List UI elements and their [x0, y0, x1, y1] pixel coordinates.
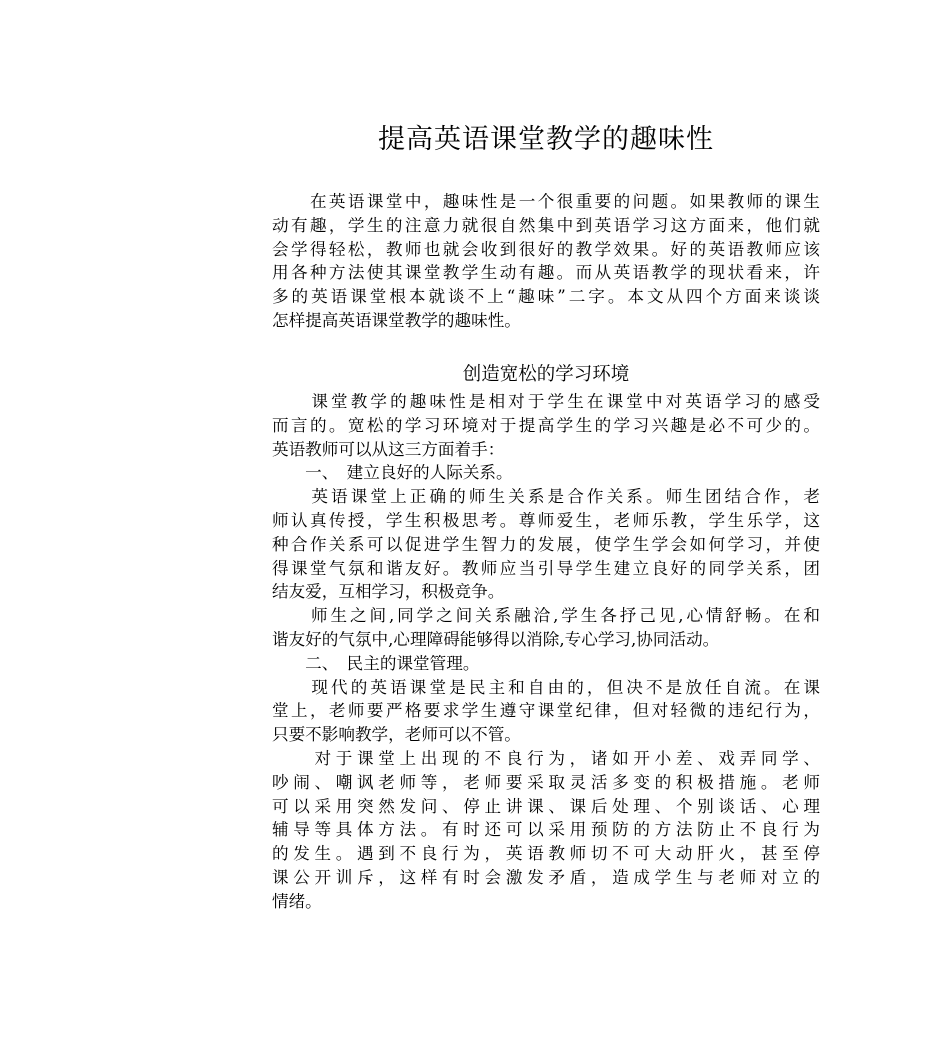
text-line: 课堂教学的趣味性是相对于学生在课堂中对英语学习的感受 [272, 392, 820, 411]
text-line: 得课堂气氛和谐友好。教师应当引导学生建立良好的同学关系，团 [272, 558, 820, 578]
text-line: 会学得轻松，教师也就会收到很好的教学效果。好的英语教师应该 [272, 239, 820, 259]
text-line: 师认真传授，学生积极思考。尊师爱生，老师乐教，学生乐学，这 [272, 510, 820, 530]
section-heading: 创造宽松的学习环境 [462, 364, 630, 385]
text-line: 的发生。遇到不良行为，英语教师切不可大动肝火，甚至停 [272, 844, 820, 864]
text-line: 结友爱，互相学习，积极竞争。 [272, 582, 505, 602]
text-line: 怎样提高英语课堂教学的趣味性。 [272, 310, 521, 330]
text-line: 对于课堂上出现的不良行为，诸如开小差、戏弄同学、 [272, 748, 820, 768]
text-line: 动有趣，学生的注意力就很自然集中到英语学习这方面来，他们就 [272, 215, 820, 235]
text-line: 现代的英语课堂是民主和自由的，但决不是放任自流。在课 [272, 677, 820, 697]
text-line: 而言的。宽松的学习环境对于提高学生的学习兴趣是必不可少的。 [272, 415, 820, 435]
section-body [272, 390, 820, 914]
text-line: 种合作关系可以促进学生智力的发展，使学生学会如何学习，并使 [272, 534, 820, 554]
list-heading-2: 二、 民主的课堂管理。 [272, 653, 480, 673]
text-line: 英语教师可以从这三方面着手： [272, 439, 505, 459]
intro-paragraph [272, 190, 820, 333]
text-line: 谐友好的气氛中,心理障碍能够得以消除,专心学习,协同活动。 [272, 629, 720, 649]
text-line: 师生之间,同学之间关系融洽,学生各抒己见,心情舒畅。在和 [272, 606, 820, 626]
text-line: 英语课堂上正确的师生关系是合作关系。师生团结合作，老 [272, 487, 820, 507]
text-line: 吵闹、嘲讽老师等，老师要采取灵活多变的积极措施。老师 [272, 772, 820, 792]
document-title: 提高英语课堂教学的趣味性 [378, 124, 714, 155]
text-line: 用各种方法使其课堂教学生动有趣。而从英语教学的现状看来，许 [272, 263, 820, 283]
text-line: 在英语课堂中，趣味性是一个很重要的问题。如果教师的课生 [272, 192, 820, 211]
text-line: 只要不影响教学，老师可以不管。 [272, 725, 521, 745]
list-heading-1: 一、 建立良好的人际关系。 [272, 463, 513, 483]
text-line: 堂上，老师要严格要求学生遵守课堂纪律，但对轻微的违纪行为， [272, 701, 820, 721]
text-line: 可以采用突然发问、停止讲课、课后处理、个别谈话、心理 [272, 796, 820, 816]
text-line: 课公开训斥，这样有时会激发矛盾，造成学生与老师对立的 [272, 867, 820, 887]
text-line: 辅导等具体方法。有时还可以采用预防的方法防止不良行为 [272, 820, 820, 840]
text-line: 多的英语课堂根本就谈不上“趣味”二字。本文从四个方面来谈谈 [272, 287, 820, 307]
text-line: 情绪。 [272, 891, 322, 911]
